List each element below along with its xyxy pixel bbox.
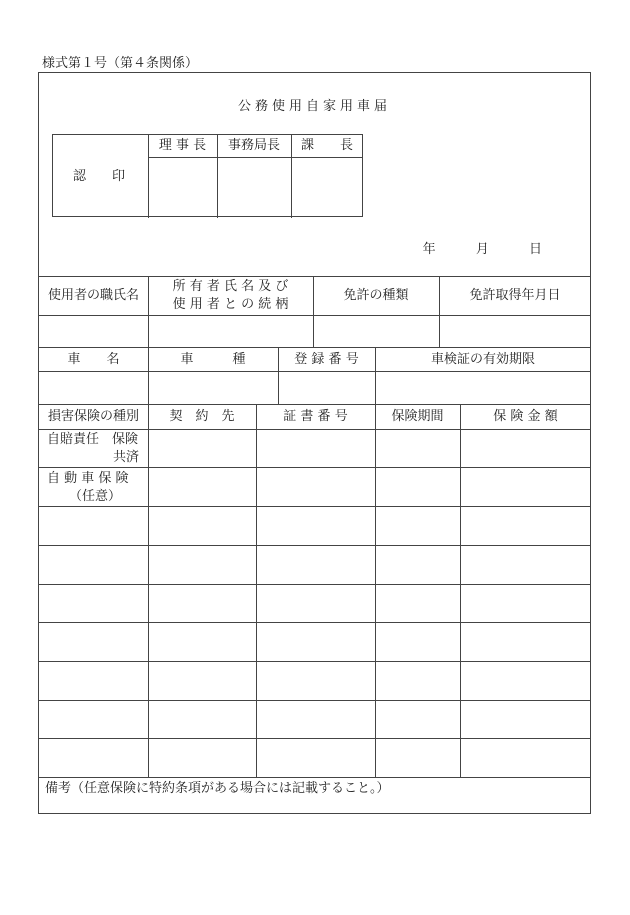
row-rule (39, 661, 590, 662)
header-license-date: 免許取得年月日 (469, 288, 561, 303)
row-rule (39, 315, 590, 316)
row-rule (39, 347, 590, 348)
header-insurance-period: 保険期間 (391, 409, 444, 424)
approval-role-director: 理 事 長 (158, 138, 207, 153)
col-rule (375, 404, 376, 777)
voluntary-insurance-label-2: （任意） (69, 489, 122, 504)
form-number-caption: 様式第１号（第４条関係） (42, 56, 199, 71)
approval-role-secretariat: 事務局長 (227, 138, 280, 153)
approval-stamp-box (52, 134, 363, 217)
row-rule (39, 738, 590, 739)
compulsory-insurance-label: 自賠責任 保険 (47, 432, 139, 447)
header-license-type: 免許の種類 (343, 288, 409, 303)
date-line (423, 238, 542, 257)
row-rule (39, 276, 590, 277)
header-insurance-amount: 保 険 金 額 (493, 409, 558, 424)
col-rule (256, 404, 257, 777)
approval-role-section-chief: 課 長 (300, 138, 353, 153)
row-rule (39, 622, 590, 623)
header-contractor: 契 約 先 (169, 409, 235, 424)
row-rule (39, 429, 590, 430)
row-rule (39, 506, 590, 507)
date-day: 日 (528, 242, 542, 257)
header-registration-number: 登 録 番 号 (294, 352, 359, 367)
seal-label: 認 印 (73, 169, 126, 184)
date-year: 年 (422, 242, 436, 257)
row-rule (39, 545, 590, 546)
remarks: 備考（任意保険に特約条項がある場合には記載すること。） (45, 781, 390, 796)
header-insurance-type: 損害保険の種別 (47, 409, 139, 424)
row-rule (39, 777, 590, 778)
form-title: 公務使用自家用車届 (237, 99, 391, 114)
header-certificate-number: 証 書 番 号 (283, 409, 348, 424)
header-owner-relation: 使 用 者 と の 続 柄 (172, 297, 289, 312)
row-rule (39, 700, 590, 701)
header-user-name: 使用者の職氏名 (47, 288, 139, 303)
header-owner-name: 所 有 者 氏 名 及 び (172, 279, 289, 294)
row-rule (39, 584, 590, 585)
header-inspection-expiry: 車検証の有効期限 (430, 352, 535, 367)
row-rule (39, 371, 590, 372)
col-rule (460, 404, 461, 777)
col-rule (148, 404, 149, 777)
compulsory-insurance-label-2: 共済 (113, 450, 140, 465)
row-rule (39, 467, 590, 468)
header-car-name: 車 名 (67, 352, 120, 367)
date-month: 月 (475, 242, 489, 257)
form-frame (38, 72, 591, 814)
header-car-model: 車 種 (180, 352, 246, 367)
voluntary-insurance-label: 自 動 車 保 険 (47, 471, 129, 486)
approval-row-divider (148, 157, 362, 158)
row-rule (39, 404, 590, 405)
